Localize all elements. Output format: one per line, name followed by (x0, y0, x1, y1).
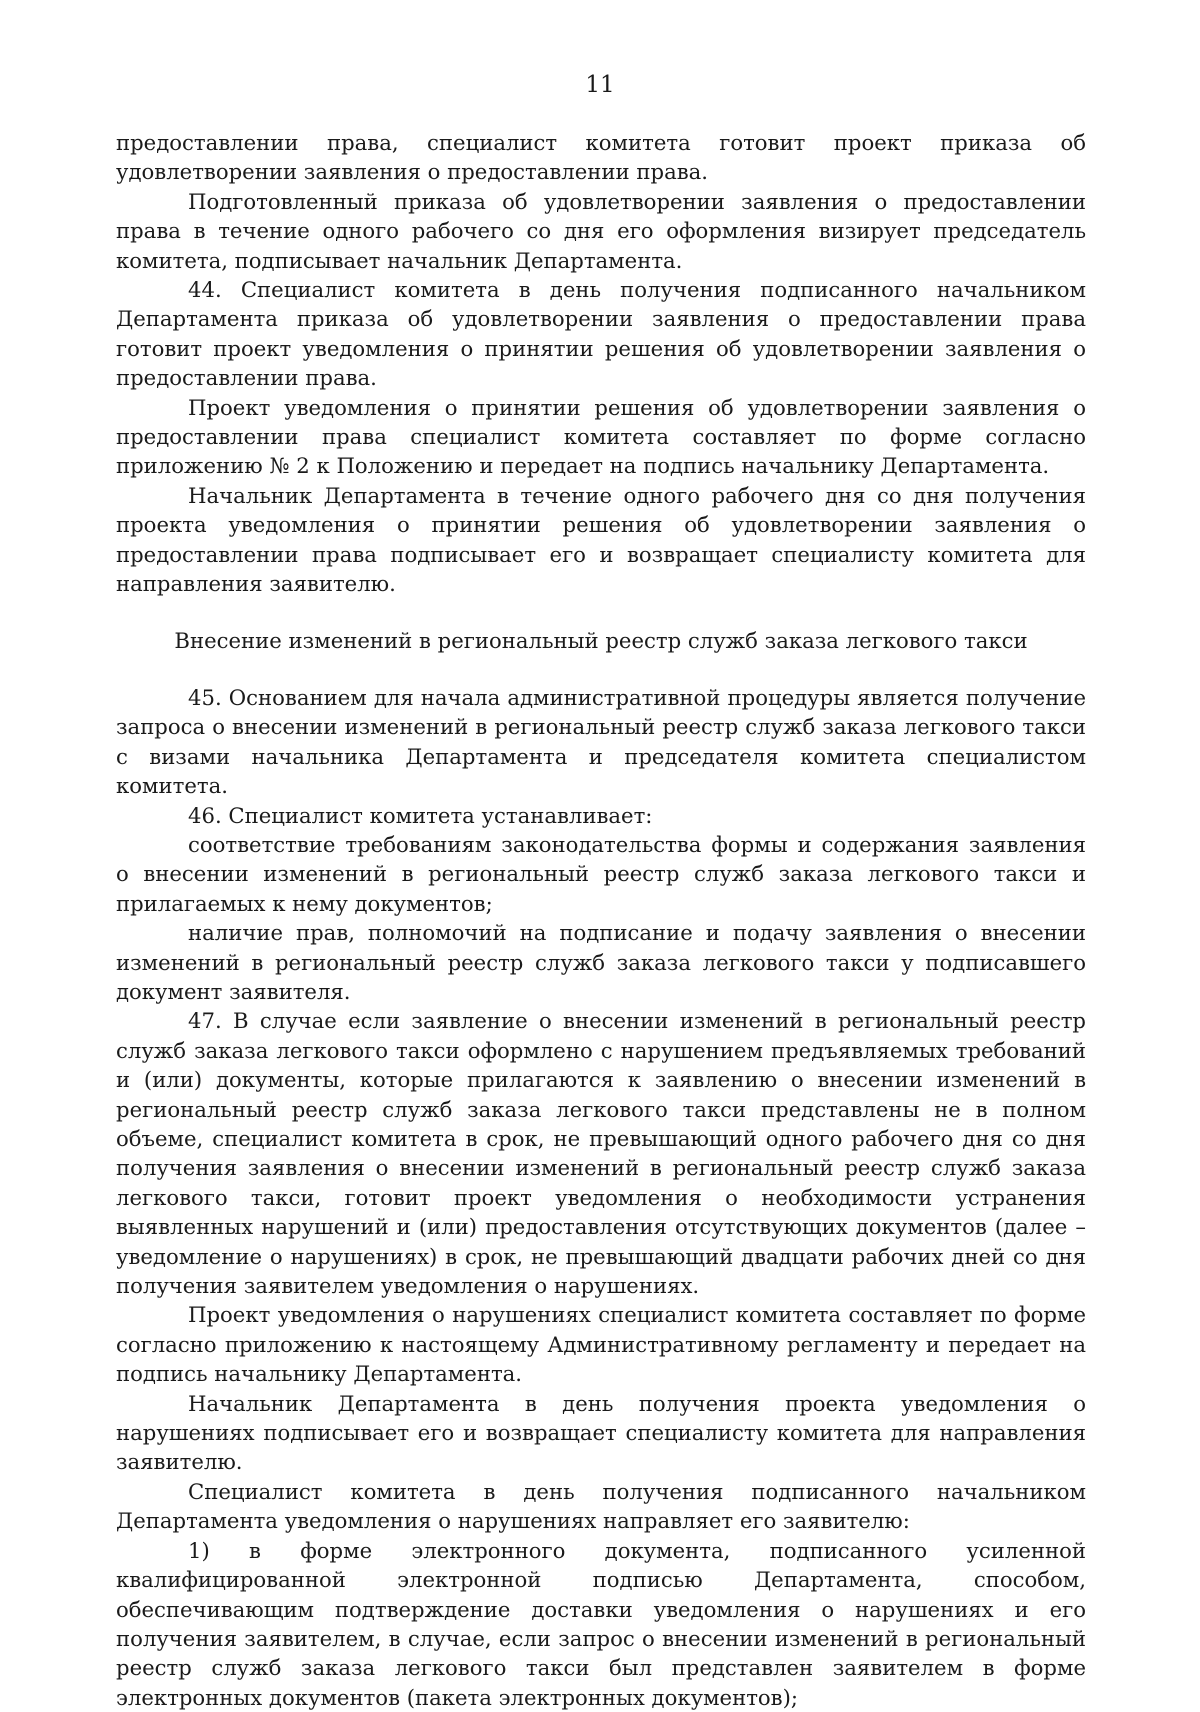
paragraph-list-item-1: 1) в форме электронного документа, подписанного усиленной квалифицированной электронной подписью Департамента, способом, обеспечивающим подтверждение доставки уведомления о нарушениях и его получения заявителем, в случае, если запрос о внесении изменений в региональный реестр служб заказа легкового такси был представлен заявителем в форме электронных документов (пакета электронных документов); (116, 1537, 1086, 1710)
paragraph: Специалист комитета в день получения подписанного начальником Департамента уведомления о нарушениях направляет его заявителю: (116, 1478, 1086, 1534)
document-body (116, 128, 1086, 1712)
paragraph: Начальник Департамента в течение одного рабочего дня со дня получения проекта уведомления о принятии решения об удовлетворении заявления о предоставлении права подписывает его и возвращает специалисту комитета для направления заявителю. (116, 482, 1086, 597)
paragraph: Подготовленный приказа об удовлетворении заявления о предоставлении права в течение одного рабочего со дня его оформления визирует председатель комитета, подписывает начальник Департамента. (116, 188, 1086, 273)
paragraph-subitem: соответствие требованиям законодательства формы и содержания заявления о внесении изменений в региональный реестр служб заказа легкового такси и прилагаемых к нему документов; (116, 831, 1086, 916)
paragraph-item-44: 44. Специалист комитета в день получения подписанного начальником Департамента приказа об удовлетворении заявления о предоставлении права готовит проект уведомления о принятии решения об удовлетворении заявления о предоставлении права. (116, 277, 1086, 391)
paragraph-continuation: предоставлении права, специалист комитета готовит проект приказа об удовлетворении заявления о предоставлении права. (116, 130, 1086, 185)
paragraph-item-47: 47. В случае если заявление о внесении изменений в региональный реестр служб заказа легкового такси оформлено с нарушением предъявляемых требований и (или) документы, которые прилагаются к заявлению о внесении изменений в региональный реестр служб заказа легкового такси представлены не в полном объеме, специалист комитета в срок, не превышающий одного рабочего дня со дня получения заявления о внесении изменений в региональный реестр служб заказа легкового такси, готовит проект уведомления о необходимости устранения выявленных нарушений и (или) предоставления отсутствующих документов (далее – уведомление о нарушениях) в срок, не превышающий двадцати рабочих дней со дня получения заявителем уведомления о нарушениях. (116, 1008, 1086, 1299)
paragraph-subitem: наличие прав, полномочий на подписание и подачу заявления о внесении изменений в региональный реестр служб заказа легкового такси у подписавшего документ заявителя. (116, 920, 1086, 1004)
section-heading: Внесение изменений в региональный реестр служб заказа легкового такси (174, 627, 1028, 653)
page-number: 11 (585, 72, 615, 98)
paragraph: Начальник Департамента в день получения проекта уведомления о нарушениях подписывает его и возвращает специалисту комитета для направления заявителю. (116, 1390, 1086, 1475)
paragraph: Проект уведомления о принятии решения об удовлетворении заявления о предоставлении права специалист комитета составляет по форме согласно приложению № 2 к Положению и передает на подпись начальнику Департамента. (116, 394, 1086, 479)
paragraph-item-45: 45. Основанием для начала административной процедуры является получение запроса о внесении изменений в региональный реестр служб заказа легкового такси с визами начальника Департамента и председателя комитета специалистом комитета. (116, 684, 1086, 799)
paragraph-item-46: 46. Специалист комитета устанавливает: (188, 802, 653, 828)
paragraph: Проект уведомления о нарушениях специалист комитета составляет по форме согласно приложению к настоящему Административному регламенту и передает на подпись начальнику Департамента. (116, 1302, 1086, 1387)
